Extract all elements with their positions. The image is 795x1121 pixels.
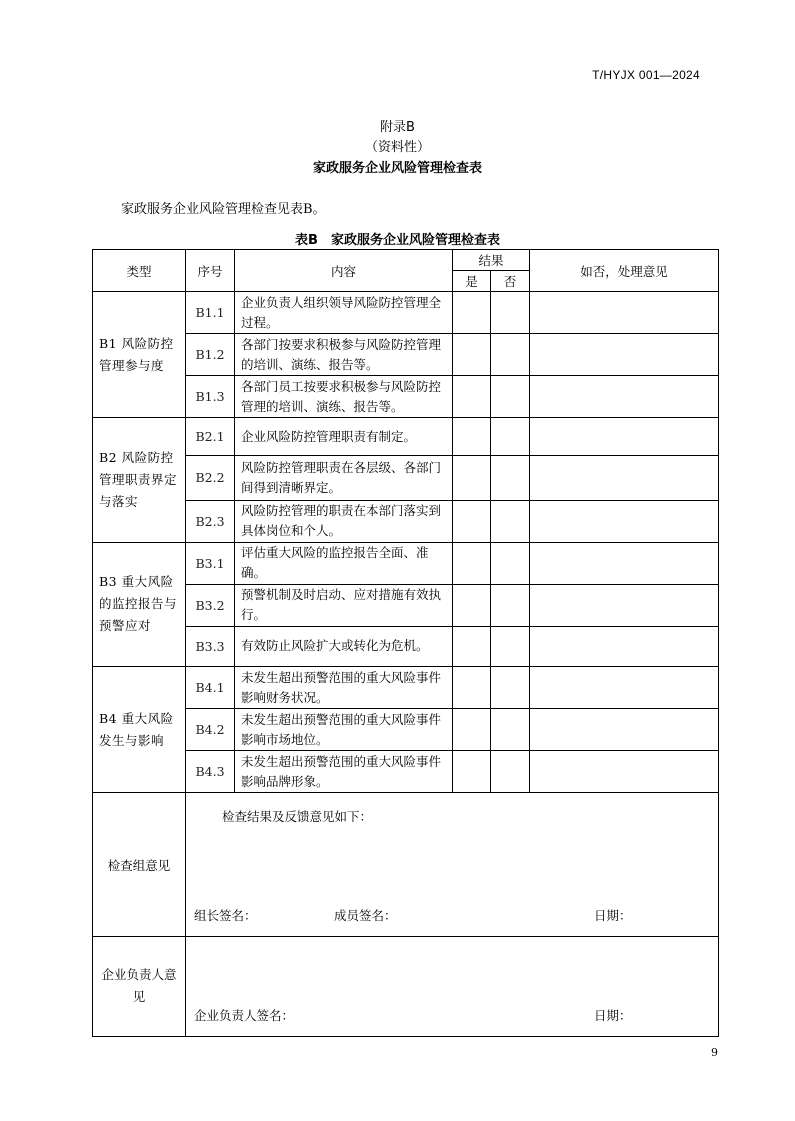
result-no-cell[interactable] [491,334,530,376]
remark-cell[interactable] [530,542,719,584]
table-body [93,292,719,793]
item-number: B1.3 [186,376,235,418]
table-row [93,751,719,793]
appendix-title: 家政服务企业风险管理检查表 [312,161,482,176]
inspection-date-label: 日期： [594,907,632,923]
item-number: B2.1 [186,418,235,456]
result-no-cell[interactable] [491,666,530,708]
result-no-cell[interactable] [491,584,530,626]
intro-paragraph: 家政服务企业风险管理检查见表B。 [121,202,326,217]
leader-opinion-cell[interactable] [186,936,719,1036]
table-row [93,666,719,708]
result-yes-cell[interactable] [453,542,491,584]
result-no-cell[interactable] [491,376,530,418]
table-row [93,456,719,500]
item-number: B4.3 [186,751,235,793]
item-number: B1.2 [186,334,235,376]
member-signature-label: 成员签名： [334,907,397,923]
remark-cell[interactable] [530,456,719,500]
result-yes-cell[interactable] [453,709,491,751]
item-number: B3.3 [186,626,235,666]
inspection-label: 检查组意见 [93,793,186,936]
header-content: 内容 [235,250,453,292]
table-row [93,584,719,626]
item-content: 未发生超出预警范围的重大风险事件影响市场地位。 [235,709,453,751]
header-no: 序号 [186,250,235,292]
header-remark: 如否，处理意见 [530,250,719,292]
item-number: B2.2 [186,456,235,500]
page-number: 9 [711,1046,718,1059]
table-row [93,626,719,666]
result-yes-cell[interactable] [453,292,491,334]
result-no-cell[interactable] [491,500,530,542]
result-no-cell[interactable] [491,456,530,500]
result-no-cell[interactable] [491,418,530,456]
item-number: B4.2 [186,709,235,751]
header-yes: 是 [453,271,491,292]
result-yes-cell[interactable] [453,500,491,542]
item-number: B2.3 [186,500,235,542]
remark-cell[interactable] [530,500,719,542]
leader-opinion-label: 企业负责人意见 [93,936,186,1036]
header-result: 结果 [453,250,530,271]
item-content: 预警机制及时启动、应对措施有效执行。 [235,584,453,626]
item-content: 未发生超出预警范围的重大风险事件影响品牌形象。 [235,751,453,793]
table-row [93,418,719,456]
remark-cell[interactable] [530,292,719,334]
item-content: 企业风险防控管理职责有制定。 [235,418,453,456]
leader-signature-label: 组长签名： [194,907,257,923]
item-number: B3.1 [186,542,235,584]
result-no-cell[interactable] [491,542,530,584]
result-yes-cell[interactable] [453,456,491,500]
item-number: B1.1 [186,292,235,334]
header-no-result: 否 [491,271,530,292]
item-content: 风险防控管理职责在各层级、各部门间得到清晰界定。 [235,456,453,500]
result-yes-cell[interactable] [453,751,491,793]
leader-opinion-signature-label: 企业负责人签名： [194,1008,295,1023]
table-row [93,709,719,751]
header-type: 类型 [93,250,186,292]
document-code: T/HYJX 001—2024 [592,68,700,82]
item-content: 各部门按要求积极参与风险防控管理的培训、演练、报告等。 [235,334,453,376]
table-row [93,334,719,376]
result-yes-cell[interactable] [453,334,491,376]
table-row [93,292,719,334]
category-cell: B2 风险防控管理职责界定与落实 [93,418,186,542]
table-caption: 表B 家政服务企业风险管理检查表 [295,233,500,248]
result-no-cell[interactable] [491,292,530,334]
category-cell: B4 重大风险发生与影响 [93,666,186,792]
item-number: B4.1 [186,666,235,708]
leader-opinion-date-label: 日期： [594,1008,632,1023]
category-cell: B3 重大风险的监控报告与预警应对 [93,542,186,666]
risk-check-table [92,249,719,1037]
remark-cell[interactable] [530,376,719,418]
item-content: 风险防控管理的职责在本部门落实到具体岗位和个人。 [235,500,453,542]
result-no-cell[interactable] [491,626,530,666]
remark-cell[interactable] [530,418,719,456]
item-number: B3.2 [186,584,235,626]
category-cell: B1 风险防控管理参与度 [93,292,186,418]
appendix-label: 附录B [380,120,415,135]
item-content: 各部门员工按要求积极参与风险防控管理的培训、演练、报告等。 [235,376,453,418]
item-content: 有效防止风险扩大或转化为危机。 [235,626,453,666]
item-content: 未发生超出预警范围的重大风险事件影响财务状况。 [235,666,453,708]
result-yes-cell[interactable] [453,584,491,626]
result-yes-cell[interactable] [453,626,491,666]
appendix-nature: （资料性） [364,140,430,155]
table-row [93,500,719,542]
remark-cell[interactable] [530,751,719,793]
table-row [93,376,719,418]
inspection-cell[interactable] [186,793,719,936]
result-yes-cell[interactable] [453,376,491,418]
remark-cell[interactable] [530,626,719,666]
table-row [93,542,719,584]
remark-cell[interactable] [530,709,719,751]
remark-cell[interactable] [530,334,719,376]
result-yes-cell[interactable] [453,666,491,708]
remark-cell[interactable] [530,584,719,626]
feedback-intro: 检查结果及反馈意见如下： [222,809,373,825]
item-content: 企业负责人组织领导风险防控管理全过程。 [235,292,453,334]
result-no-cell[interactable] [491,709,530,751]
result-yes-cell[interactable] [453,418,491,456]
item-content: 评估重大风险的监控报告全面、准确。 [235,542,453,584]
remark-cell[interactable] [530,666,719,708]
result-no-cell[interactable] [491,751,530,793]
